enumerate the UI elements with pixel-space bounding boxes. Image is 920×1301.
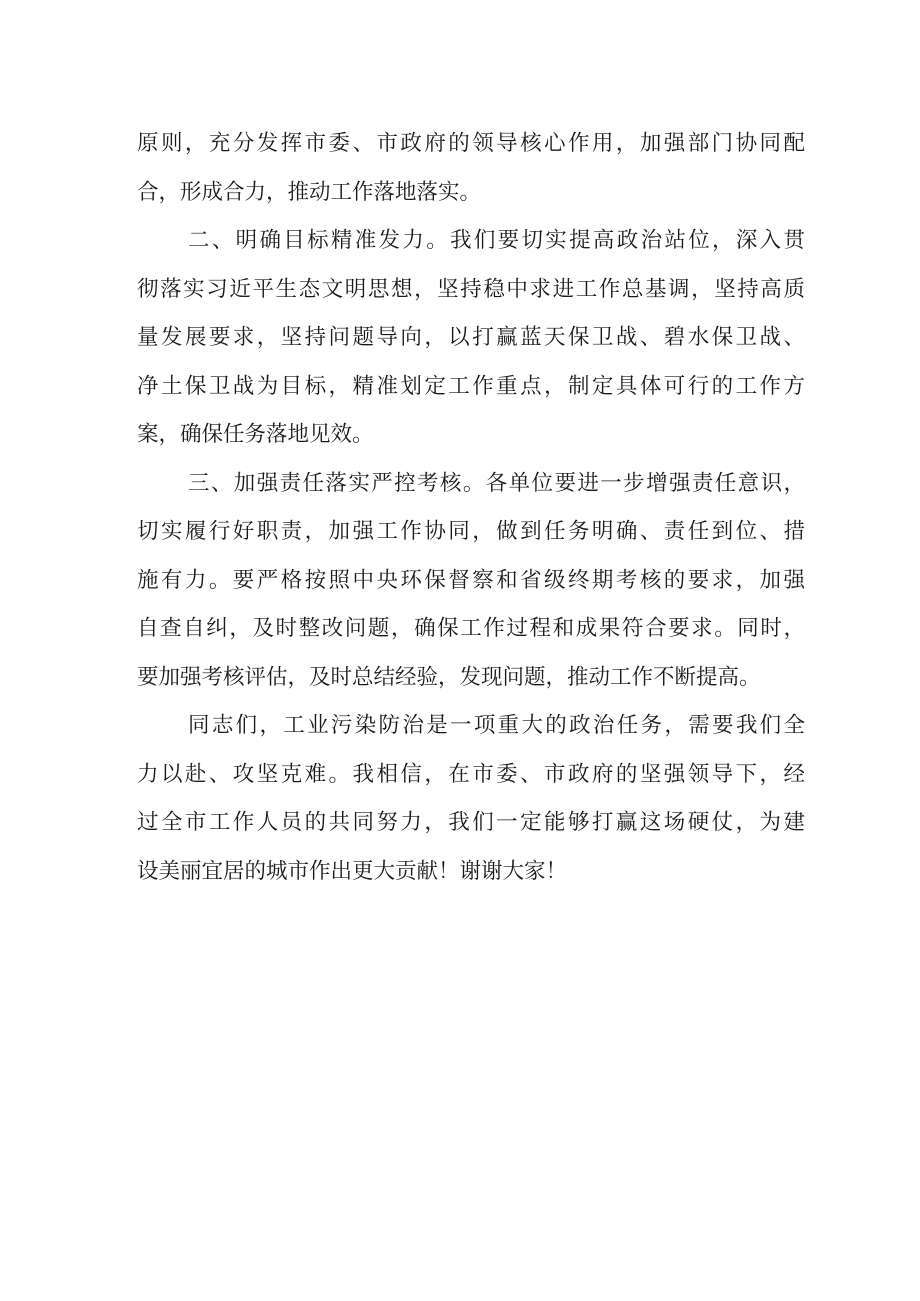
text-line: 二、明确目标精准发力。我们要切实提高政治站位，深入贯 [188,228,805,253]
text-line: 施有力。要严格按照中央环保督察和省级终期考核的要求，加强 [137,567,805,593]
text-line: 过全市工作人员的共同努力，我们一定能够打赢这场硬仗，为建 [137,810,805,835]
body-text [137,120,805,896]
text-line: 同志们，工业污染防治是一项重大的政治任务，需要我们全 [188,713,805,738]
text-line: 力以赴、攻坚克难。我相信，在市委、市政府的坚强领导下，经 [137,761,805,787]
text-line: 要加强考核评估，及时总结经验，发现问题，推动工作不断提高。 [137,664,761,690]
text-line: 量发展要求，坚持问题导向，以打赢蓝天保卫战、碧水保卫战、 [137,325,805,350]
text-line: 切实履行好职责，加强工作协同，做到任务明确、责任到位、措 [137,519,805,544]
text-line: 彻落实习近平生态文明思想，坚持稳中求进工作总基调，坚持高质 [137,276,805,302]
text-line: 案，确保任务落地见效。 [137,422,374,447]
text-line: 原则，充分发挥市委、市政府的领导核心作用，加强部门协同配 [137,131,805,156]
text-line: 三、加强责任落实严控考核。各单位要进一步增强责任意识， [188,470,805,496]
text-line: 设美丽宜居的城市作出更大贡献！谢谢大家！ [137,858,568,884]
text-line: 合，形成合力，推动工作落地落实。 [137,179,482,205]
text-line: 净土保卫战为目标，精准划定工作重点，制定具体可行的工作方 [137,373,805,399]
text-line: 自查自纠，及时整改问题，确保工作过程和成果符合要求。同时， [137,616,805,641]
